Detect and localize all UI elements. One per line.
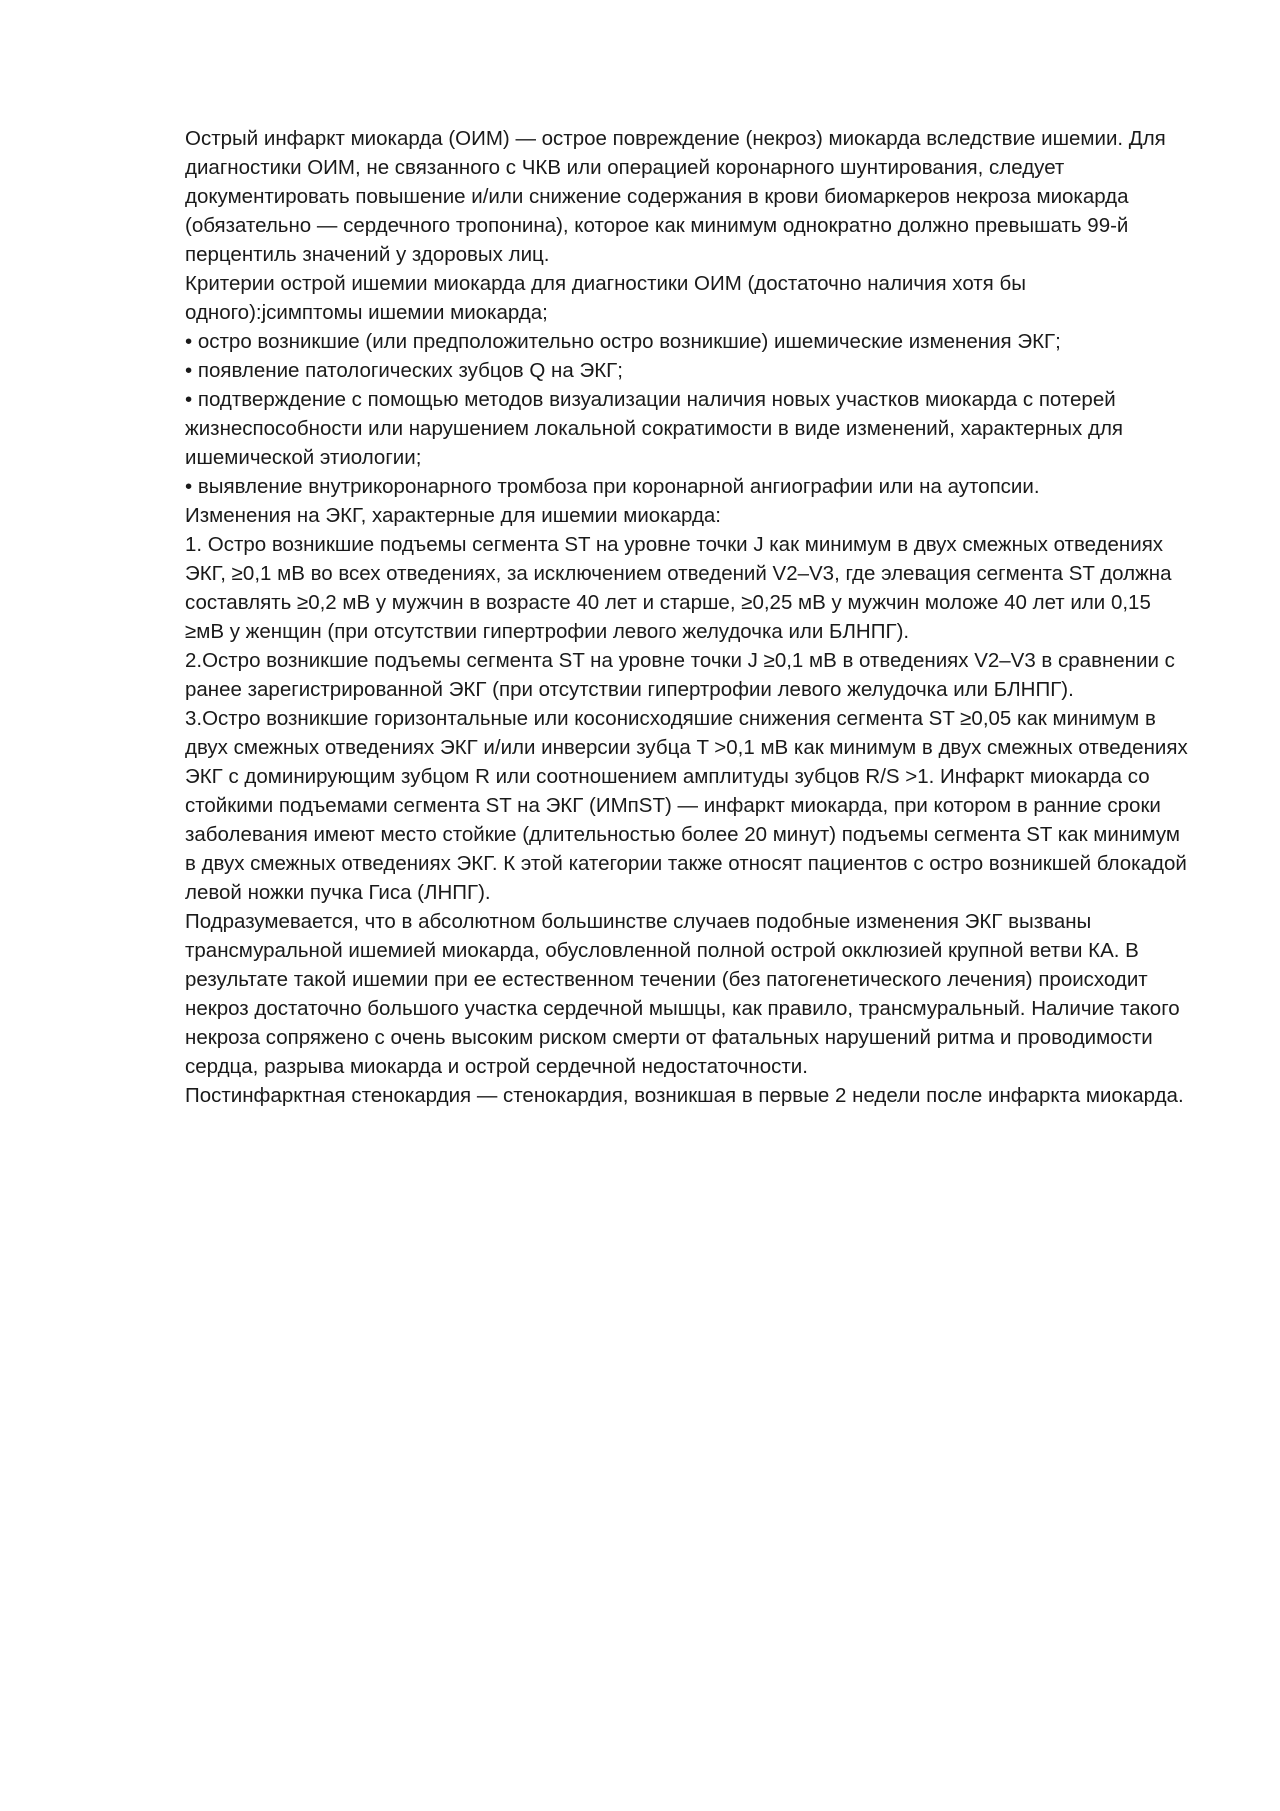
paragraph-criteria-intro: Критерии острой ишемии миокарда для диагностики ОИМ (достаточно наличия хотя бы одного):jсимптомы ишемии миокарда; bbox=[185, 272, 1026, 324]
section-heading-ecg: Изменения на ЭКГ, характерные для ишемии миокарда: bbox=[185, 504, 722, 527]
list-item-thrombosis: • выявление внутрикоронарного тромбоза при коронарной ангиографии или на аутопсии. bbox=[185, 475, 1040, 498]
list-item-q-waves: • появление патологических зубцов Q на ЭКГ; bbox=[185, 359, 623, 382]
paragraph-transmural-ischemia: Подразумевается, что в абсолютном большинстве случаев подобные изменения ЭКГ вызваны трансмуральной ишемией миокарда, обусловленной полной острой окклюзией крупной ветви КА. В результате такой ишемии при ее естественном течении (без патогенетического лечения) происходит некроз достаточно большого участка сердечной мышцы, как правило, трансмуральный. Наличие такого некроза сопряжено с очень высоким риском смерти от фатальных нарушений ритма и проводимости сердца, разрыва миокарда и острой сердечной недостаточности. bbox=[185, 910, 1180, 1078]
list-item-imaging: • подтверждение с помощью методов визуализации наличия новых участков миокарда с потерей жизнеспособности или нарушением локальной сократимости в виде изменений, характерных для ишемической этиологии; bbox=[185, 388, 1124, 469]
list-item-ecg-changes: • остро возникшие (или предположительно остро возникшие) ишемические изменения ЭКГ; bbox=[185, 330, 1061, 353]
paragraph-postinfarction-angina: Постинфарктная стенокардия — стенокардия, возникшая в первые 2 недели после инфаркта миокарда. bbox=[185, 1084, 1184, 1107]
paragraph-ecg-criterion-1: 1. Остро возникшие подъемы сегмента ST на уровне точки J как минимум в двух смежных отведениях ЭКГ, ≥0,1 мВ во всех отведениях, за исключением отведений V2–V3, где элевация сегмента ST должна составлять ≥0,2 мВ у мужчин в возрасте 40 лет и старше, ≥0,25 мВ у мужчин моложе 40 лет или 0,15 ≥мВ у женщин (при отсутствии гипертрофии левого желудочка или БЛНПГ). bbox=[185, 533, 1172, 643]
paragraph-definition: Острый инфаркт миокарда (ОИМ) — острое повреждение (некроз) миокарда вследствие ишемии. Для диагностики ОИМ, не связанного с ЧКВ или операцией коронарного шунтирования, следует документировать повышение и/или снижение содержания в крови биомаркеров некроза миокарда (обязательно — сердечного тропонина), которое как минимум однократно должно превышать 99-й перцентиль значений у здоровых лиц. bbox=[185, 127, 1166, 266]
paragraph-ecg-criterion-3: 3.Остро возникшие горизонтальные или косонисходяшие снижения сегмента ST ≥0,05 как минимум в двух смежных отведениях ЭКГ и/или инверсии зубца T >0,1 мВ как минимум в двух смежных отведениях ЭКГ с доминирующим зубцом R или соотношением амплитуды зубцов R/S >1. Инфаркт миокарда со стойкими подъемами сегмента ST на ЭКГ (ИМпST) — инфаркт миокарда, при котором в ранние сроки заболевания имеют место стойкие (длительностью более 20 минут) подъемы сегмента ST как минимум в двух смежных отведениях ЭКГ. К этой категории также относят пациентов с остро возникшей блокадой левой ножки пучка Гиса (ЛНПГ). bbox=[185, 707, 1188, 904]
document-body bbox=[185, 124, 1195, 1110]
paragraph-ecg-criterion-2: 2.Остро возникшие подъемы сегмента ST на уровне точки J ≥0,1 мВ в отведениях V2–V3 в сравнении с ранее зарегистрированной ЭКГ (при отсутствии гипертрофии левого желудочка или БЛНПГ). bbox=[185, 649, 1175, 701]
